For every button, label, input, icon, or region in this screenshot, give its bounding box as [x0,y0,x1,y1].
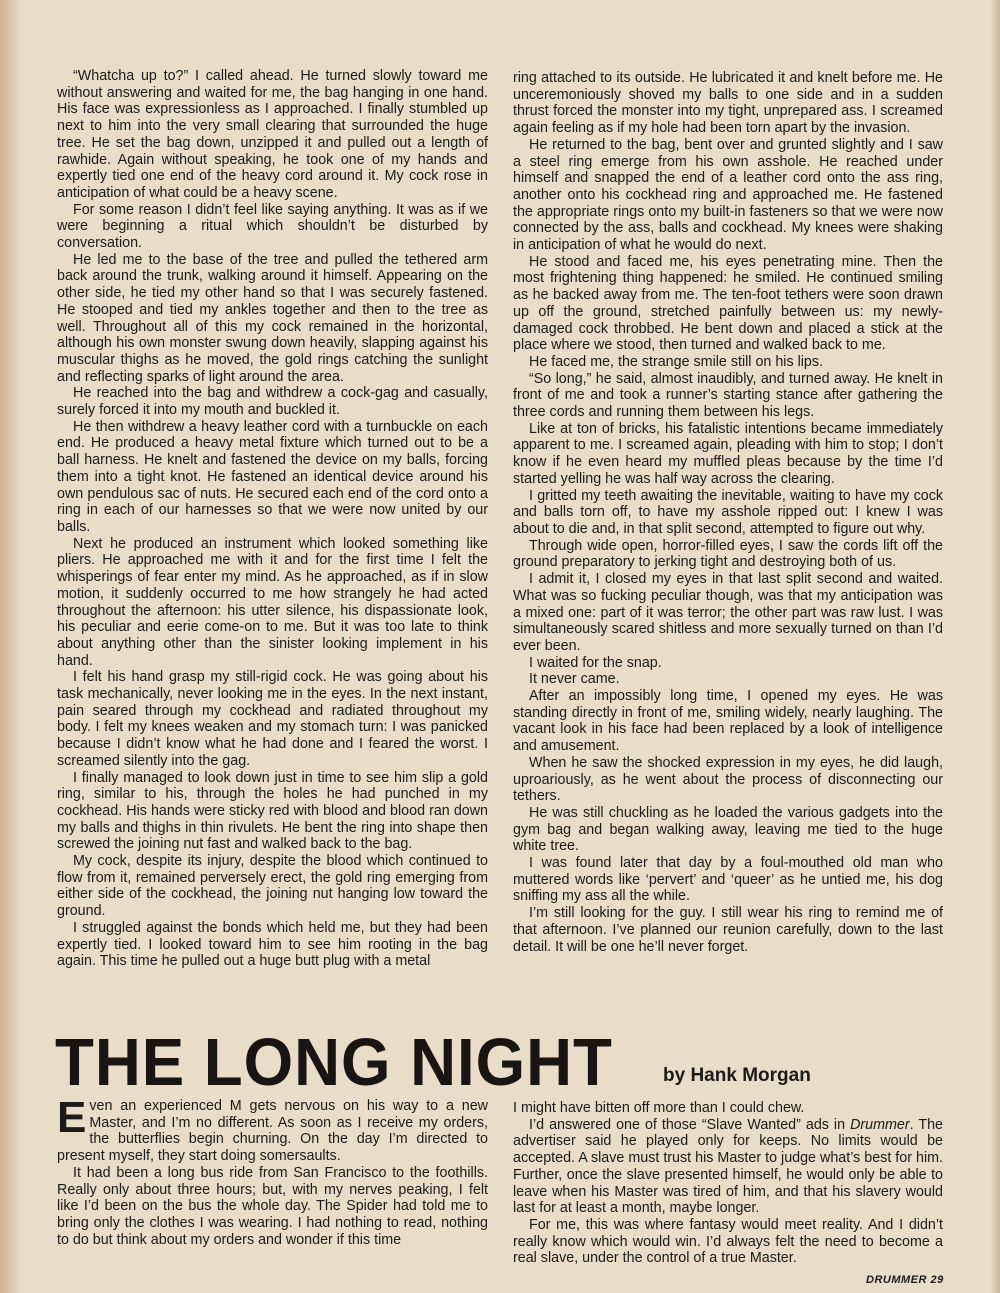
new-article-column-right [513,1100,943,1270]
paragraph: He faced me, the strange smile still on his lips. [529,353,824,370]
paragraph: It had been a long bus ride from San Francisco to the foothills. Really only about three hours; but, with my nerves peaking, I felt like I’d been on the bus the whole day. The Spider had told me to bring only the clothes I was wearing. I had nothing to read, nothing to do but think about my orders and wonder if this time [57,1164,488,1248]
story-column-right [513,70,943,1020]
paragraph: I’m still looking for the guy. I still wear his ring to remind me of that afternoon. I’ve planned our reunion carefully, down to the last detail. It will be one he’ll never forget. [513,905,943,955]
article-byline: by Hank Morgan [663,1065,811,1086]
text-span: . The advertiser said he played only for keeps. No limits would be accepted. A slave must trust his Master to judge what’s best for him. Further, once the slave presented himself, he would only be able to leave when his Master was tired of him, and that his slavery would last for at least a month, maybe longer. [513,1116,943,1217]
paragraph [513,1117,943,1217]
new-article-column-left [57,1098,488,1268]
paragraph: It never came. [529,671,620,688]
paragraph: I gritted my teeth awaiting the inevitable, waiting to have my cock and balls torn off, to have my asshole ripped out: I knew I was about to die and, in that split second, attempted to figure out why. [513,487,943,537]
paragraph: I felt his hand grasp my still-rigid cock. He was going about his task mechanically, never looking me in the eyes. In the next instant, pain seared through my cockhead and radiated throughout my body. I felt my knees weaken and my stomach turn: I was panicked because I didn’t know what he had done and I feared the worst. I screamed silently into the gag. [57,669,488,769]
paragraph: I was found later that day by a foul-mouthed old man who muttered words like ‘pervert’ and ‘queer’ as he untied me, his dog sniffing my ass all the while. [513,855,943,905]
paragraph: He stood and faced me, his eyes penetrating mine. Then the most frightening thing happened: he smiled. He continued smiling as he backed away from me. The ten-foot tethers were soon drawn up off the ground, stretched painfully between us: my newly-damaged cock throbbed. He bent down and placed a stick at the place where we stood, then turned and walked back to me. [513,253,943,354]
paragraph: He led me to the base of the tree and pulled the tethered arm back around the trunk, walking around it himself. Appearing on the other side, he tied my other hand so that I was securely fastened. He stooped and tied my ankles together and then to the tree as well. Throughout all of this my cock remained in the horizontal, although his own monster swung down heavily, slapping against his muscular thighs as he moved, the gold rings catching the sunlight and reflecting sparks of light around the area. [57,251,488,385]
opening-paragraph [57,1098,488,1165]
paragraph: “Whatcha up to?” I called ahead. He turned slowly toward me without answering and waited for me, the bag hanging in one hand. His face was expressionless as I approached. I finally stumbled up next to him into the very small clearing that surrounded the huge tree. He set the bag down, unzipped it and pulled out a length of rawhide. Again without speaking, he took one of my hands and expertly tied one end of the heavy cord around it. My cock rose in anticipation of what could be a heavy scene. [57,68,488,201]
paragraph: For me, this was where fantasy would meet reality. And I didn’t really know which would win. I’d always felt the need to become a real slave, under the control of a true Master. [513,1216,943,1267]
paragraph: I struggled against the bonds which held me, but they had been expertly tied. I looked toward him to see him rooting in the bag again. This time he pulled out a huge butt plug with a metal [57,919,488,970]
paragraph: I admit it, I closed my eyes in that last split second and waited. What was so fucking peculiar though, was that my anticipation was a mixed one: part of it was terror; the other part was raw lust. I was simultaneously scared shitless and more sexually turned on than I’d ever been. [513,571,943,654]
opening-text: ven an experienced M gets nervous on his way to a new Master, and I’m no different. As soon as I receive my orders, the butterflies begin churning. On the day I’m directed to present myself, they start doing somersaults. [57,1098,488,1165]
paragraph: I might have bitten off more than I could chew. [513,1100,805,1116]
paragraph: Next he produced an instrument which looked something like pliers. He approached me with it and for the first time I felt the whisperings of fear enter my mind. As he approached, as if in slow motion, it suddenly occurred to me how strangely he had acted throughout the afternoon: his utter silence, his dispassionate look, his peculiar and eerie come-on to me. But it was too late to think about anything other than the sinister looking implement in his hand. [57,535,488,669]
paragraph: After an impossibly long time, I opened my eyes. He was standing directly in front of me, smiling widely, nearly laughing. The vacant look in his face had been replaced by a look of intelligence and amusement. [513,688,943,755]
paragraph: My cock, despite its injury, despite the blood which continued to flow from it, remained perversely erect, the gold ring emerging from either side of the cockhead, the joining nut hanging low toward the ground. [57,853,488,920]
paragraph: He was still chuckling as he loaded the various gadgets into the gym bag and began walking away, leaving me tied to the huge white tree. [513,804,943,855]
page-gutter-shadow [0,0,22,1293]
paragraph: Like at ton of bricks, his fatalistic intentions became immediately apparent to me. I screamed again, pleading with him to stop; I don’t know if he even heard my muffled pleas because by the time I’d started yelling he was half way across the clearing. [513,420,943,487]
paragraph: “So long,” he said, almost inaudibly, and turned away. He knelt in front of me and took a runner’s starting stance after gathering the three cords and running them between his legs. [513,370,943,421]
paragraph: For some reason I didn’t feel like saying anything. It was as if we were beginning a ritual which shouldn’t be disturbed by conversation. [57,201,488,252]
paragraph: I waited for the snap. [529,654,662,671]
paragraph: ring attached to its outside. He lubricated it and knelt before me. He unceremoniously shoved my balls to one side and in a sudden thrust forced the monster into my tight, unprepared ass. I screamed again feeling as if my hole had been torn apart by the invasion. [513,70,943,137]
paragraph: He then withdrew a heavy leather cord with a turnbuckle on each end. He produced a heavy metal fixture which turned out to be a ball harness. He knelt and fastened the device on my balls, forcing them into a tight knot. He fastened an identical device around his own pendulous sac of nuts. He secured each end of the cord onto a ring in each of our harnesses so that we were now united by our balls. [57,418,488,535]
paragraph: He reached into the bag and withdrew a cock-gag and casually, surely forced it into my mouth and buckled it. [57,385,488,419]
magazine-name: Drummer [850,1116,910,1133]
paragraph: I finally managed to look down just in time to see him slip a gold ring, similar to his, through the holes he had punched in my cockhead. His hands were sticky red with blood and blood ran down my balls and thighs in thin rivulets. He bent the ring into shape then screwed the joining nut fast and walked back to the bag. [57,769,488,853]
page-folio: DRUMMER 29 [866,1274,944,1286]
page-edge-shadow [990,0,1000,1293]
article-headline: THE LONG NIGHT [55,1025,613,1100]
drop-cap: E [57,1098,87,1142]
paragraph: Through wide open, horror-filled eyes, I saw the cords lift off the ground preparatory to jerking tight and destroying both of us. [513,537,943,571]
story-column-left [57,68,488,1018]
paragraph: When he saw the shocked expression in my eyes, he did laugh, uproariously, as he went about the process of disconnecting our tethers. [513,754,943,805]
paragraph: He returned to the bag, bent over and grunted slightly and I saw a steel ring emerge from his own asshole. He reached under himself and snapped the end of a leather cord onto the ass ring, another onto his cockhead ring and approached me. He fastened the appropriate rings onto my built-in fasteners so that we were now connected by the ass, balls and cockhead. My knees were shaking in anticipation of what he would do next. [513,136,943,254]
text-span: I’d answered one of those “Slave Wanted” ads in [529,1116,851,1133]
